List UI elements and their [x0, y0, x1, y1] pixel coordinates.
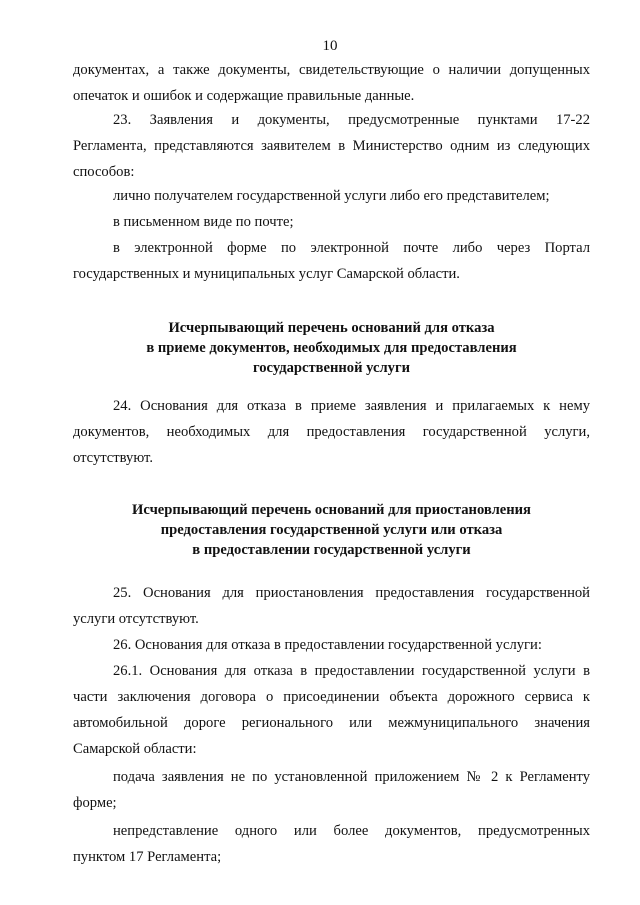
heading-line: государственной услуги — [252, 360, 411, 376]
text-line: 24. Основания для отказа в приеме заявления и прилагаемых к нему — [113, 398, 590, 414]
heading-line: предоставления государственной услуги или отказа — [160, 522, 503, 538]
heading-line: в предоставлении государственной услуги — [192, 542, 471, 558]
text-line: Регламента, представляются заявителем в Министерство одним из следующих — [73, 138, 590, 154]
text-line: пунктом 17 Регламента; — [73, 849, 222, 865]
paragraph-25 — [73, 580, 590, 632]
method-list — [73, 183, 590, 287]
text-line: опечаток и ошибок и содержащие правильные данные. — [73, 88, 415, 104]
text-line: государственных и муниципальных услуг Самарской области. — [73, 266, 460, 282]
heading-line: Исчерпывающий перечень оснований для отказа — [168, 320, 495, 336]
paragraph-24 — [73, 393, 590, 471]
text-line: автомобильной дороге регионального или межмуниципального значения — [73, 715, 590, 731]
list-item: лично получателем государственной услуги либо его представителем; — [113, 188, 550, 204]
paragraph-continuation — [73, 57, 590, 109]
heading-line: Исчерпывающий перечень оснований для приостановления — [132, 502, 531, 518]
paragraph-26 — [73, 632, 590, 658]
heading-line: в приеме документов, необходимых для предоставления — [146, 340, 517, 356]
list-item: в электронной форме по электронной почте либо через Портал — [113, 240, 590, 256]
text-line: 25. Основания для приостановления предоставления государственной — [113, 585, 590, 601]
reason-list — [73, 764, 590, 870]
text-line: Самарской области: — [73, 741, 197, 757]
text-line: 26.1. Основания для отказа в предоставлении государственной услуги в — [113, 663, 590, 679]
text-line: форме; — [73, 795, 117, 811]
text-line: 23. Заявления и документы, предусмотренные пунктами 17-22 — [113, 112, 590, 128]
paragraph-26-1 — [73, 658, 590, 762]
list-item: непредставление одного или более документов, предусмотренных — [113, 823, 590, 839]
text-line: способов: — [73, 164, 135, 180]
text-line: услуги отсутствуют. — [73, 611, 199, 627]
page-number: 10 — [322, 38, 338, 54]
list-item: подача заявления не по установленной приложением № 2 к Регламенту — [113, 769, 590, 785]
list-item: в письменном виде по почте; — [113, 214, 294, 230]
text-line: отсутствуют. — [73, 450, 153, 466]
text-line: документах, а также документы, свидетельствующие о наличии допущенных — [73, 62, 590, 78]
section-heading-2 — [73, 500, 590, 560]
text-line: 26. Основания для отказа в предоставлении государственной услуги: — [113, 637, 542, 653]
text-line: части заключения договора о присоединении объекта дорожного сервиса к — [73, 689, 590, 705]
paragraph-23 — [73, 107, 590, 185]
text-line: документов, необходимых для предоставления государственной услуги, — [73, 424, 590, 440]
section-heading-1 — [73, 318, 590, 378]
